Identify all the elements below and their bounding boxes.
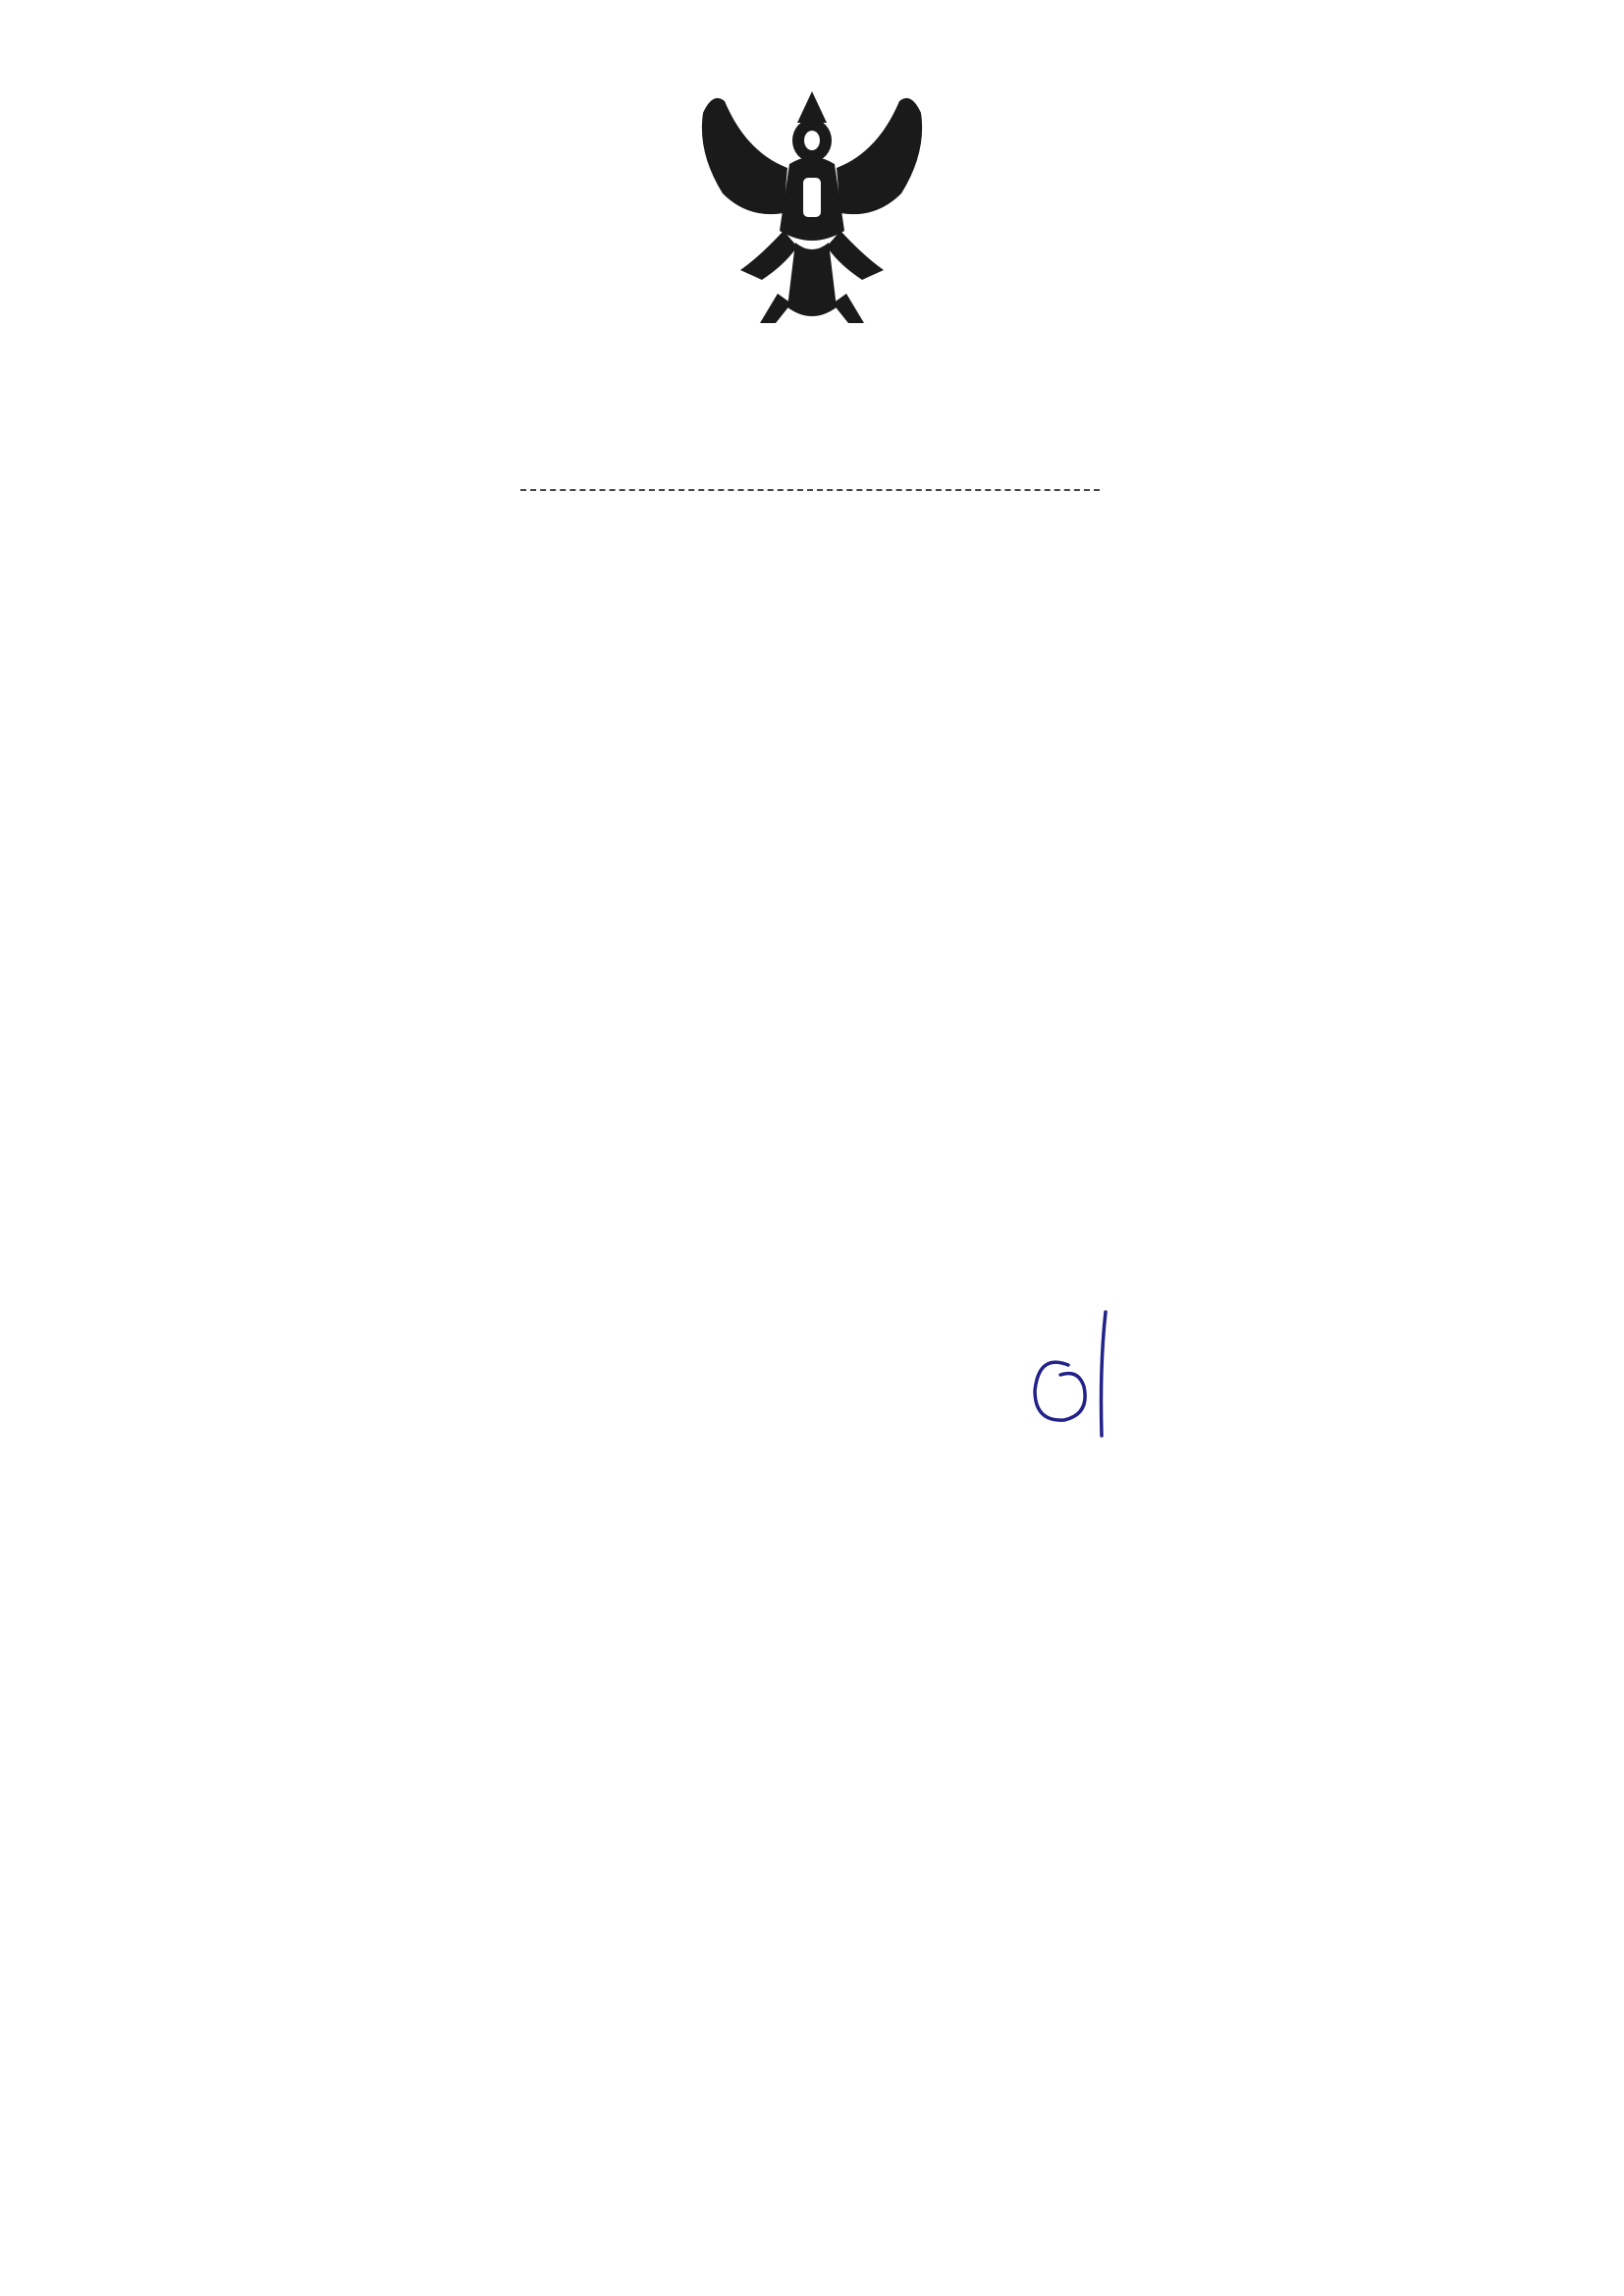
handwritten-signature	[1021, 1306, 1129, 1444]
announcement-body	[175, 535, 1451, 549]
garuda-emblem	[689, 83, 935, 331]
dashed-divider	[520, 489, 1100, 491]
